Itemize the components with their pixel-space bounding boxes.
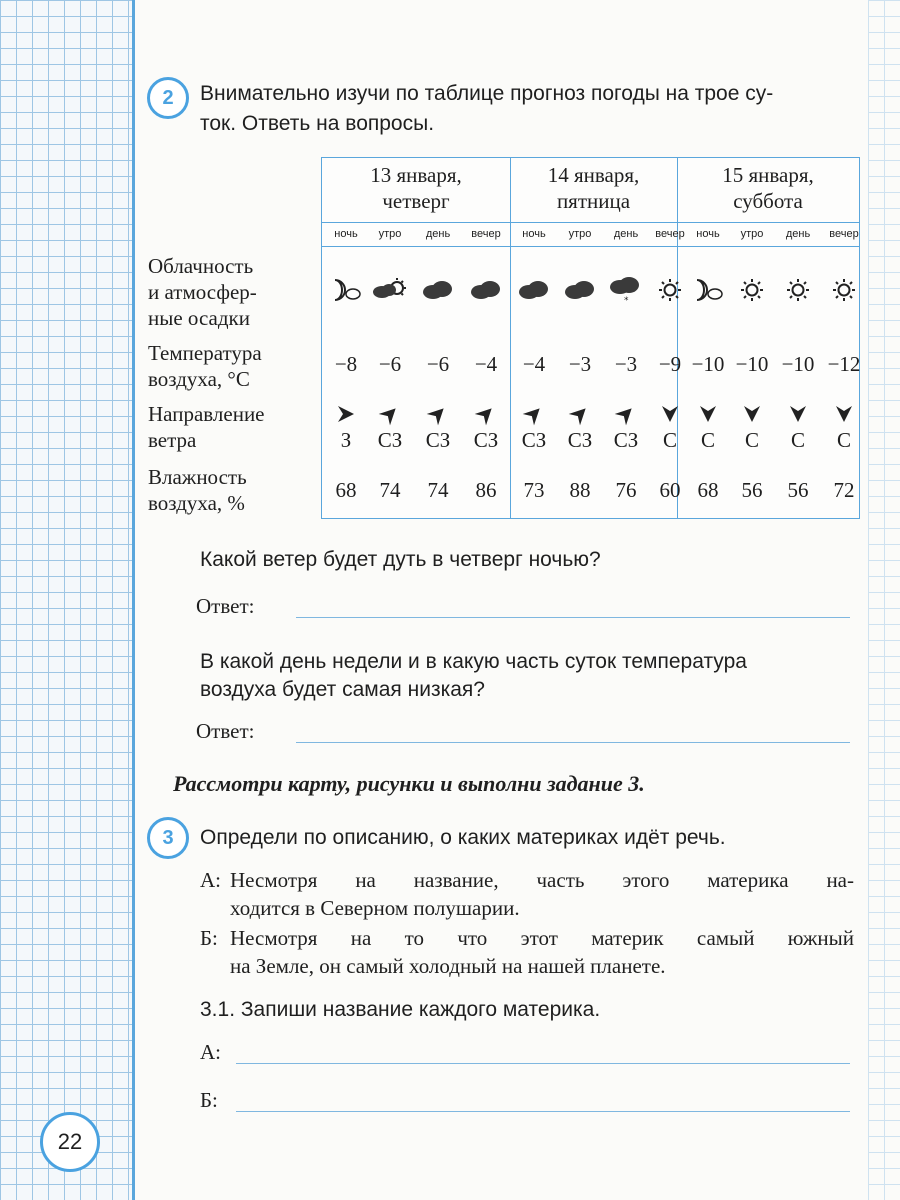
humidity-value: 74 <box>427 478 449 502</box>
wind-arrow-northeast-icon <box>464 402 508 426</box>
wind-arrow-south-icon <box>730 402 774 426</box>
item-b-line-1: Несмотря на то что этот материк самый южный <box>230 926 854 950</box>
temperature-value: −10 <box>781 352 815 376</box>
wind-direction-value: СЗ <box>613 428 639 452</box>
part-of-day-label: ночь <box>696 228 720 240</box>
wind-direction-value: СЗ <box>425 428 451 452</box>
humidity-value: 86 <box>475 478 497 502</box>
part-of-day-label: день <box>785 228 811 240</box>
right-grid <box>868 0 900 1200</box>
answer-a-line[interactable] <box>236 1063 850 1064</box>
cloud-snow-icon <box>604 275 648 305</box>
margin-grid <box>0 0 132 1200</box>
question-1: Какой ветер будет дуть в четверг ночью? <box>200 548 601 571</box>
humidity-value: 72 <box>833 478 855 502</box>
sun-icon <box>822 275 866 305</box>
humidity-label-2: воздуха, % <box>148 491 245 515</box>
question-2-line-1: В какой день недели и в какую часть суток температура <box>200 650 747 673</box>
task-2-badge: 2 <box>147 77 189 119</box>
question-2-line-2: воздуха будет самая низкая? <box>200 678 485 701</box>
temperature-value: −6 <box>378 352 402 376</box>
temperature-value: −4 <box>522 352 546 376</box>
part-of-day-label: день <box>425 228 451 240</box>
item-b-label: Б: <box>200 926 218 950</box>
wind-direction-value: З <box>340 428 352 452</box>
wind-arrow-south-icon <box>776 402 820 426</box>
wind-direction-value: СЗ <box>377 428 403 452</box>
cloud-icon <box>512 275 556 305</box>
task-2-intro-line-1: Внимательно изучи по таблице прогноз погоды на трое су- <box>200 82 774 105</box>
wind-direction-value: С <box>790 428 805 452</box>
cloud-label-2: и атмосфер- <box>148 280 257 304</box>
answer-1-line[interactable] <box>296 617 850 618</box>
day-13-weekday: четверг <box>382 189 450 213</box>
temperature-value: −3 <box>614 352 638 376</box>
parts-divider <box>322 246 859 247</box>
wind-direction-value: С <box>836 428 851 452</box>
humidity-value: 76 <box>615 478 637 502</box>
humidity-label-1: Влажность <box>148 465 247 489</box>
wind-label-2: ветра <box>148 428 197 452</box>
humidity-value: 68 <box>697 478 719 502</box>
part-of-day-label: утро <box>568 228 592 240</box>
part-of-day-label: вечер <box>829 228 859 240</box>
temperature-value: −10 <box>691 352 725 376</box>
cloud-icon <box>416 275 460 305</box>
part-of-day-label: вечер <box>471 228 501 240</box>
answer-2-label: Ответ: <box>196 719 255 743</box>
instruction-task-3: Рассмотри карту, рисунки и выполни задание 3. <box>173 771 645 796</box>
temperature-value: −3 <box>568 352 592 376</box>
wind-arrow-northeast-icon <box>512 402 556 426</box>
day-header-15 <box>677 162 859 214</box>
day-13-date: 13 января, <box>370 163 462 187</box>
wind-direction-value: СЗ <box>473 428 499 452</box>
day-header-13 <box>322 162 510 214</box>
temp-label-1: Температура <box>148 341 262 365</box>
cloud-label-1: Облачность <box>148 254 254 278</box>
wind-arrow-northeast-icon <box>558 402 602 426</box>
temperature-value: −12 <box>827 352 861 376</box>
day-header-14 <box>510 162 677 214</box>
humidity-value: 56 <box>741 478 763 502</box>
humidity-value: 68 <box>335 478 357 502</box>
part-of-day-label: вечер <box>655 228 685 240</box>
margin-line <box>132 0 135 1200</box>
weather-forecast-table <box>321 157 860 519</box>
humidity-value: 74 <box>379 478 401 502</box>
day-15-weekday: суббота <box>733 189 803 213</box>
item-a-label: А: <box>200 868 221 892</box>
wind-direction-value: С <box>662 428 677 452</box>
answer-b-line[interactable] <box>236 1111 850 1112</box>
wind-arrow-northeast-icon <box>604 402 648 426</box>
wind-direction-value: С <box>744 428 759 452</box>
moon-cloud-icon <box>686 275 730 305</box>
wind-arrow-east-icon <box>324 402 368 426</box>
task-3-badge: 3 <box>147 817 189 859</box>
row-label-humidity <box>148 464 247 516</box>
wind-arrow-northeast-icon <box>368 402 412 426</box>
item-a-line-2: ходится в Северном полушарии. <box>230 896 520 920</box>
day-14-weekday: пятница <box>556 189 631 213</box>
wind-arrow-northeast-icon <box>416 402 460 426</box>
humidity-value: 60 <box>659 478 681 502</box>
cloud-icon <box>558 275 602 305</box>
answer-a-label: А: <box>200 1040 221 1064</box>
sun-icon <box>730 275 774 305</box>
header-divider <box>322 222 859 223</box>
moon-cloud-icon <box>324 275 368 305</box>
wind-label-1: Направление <box>148 402 265 426</box>
item-b-line-2: на Земле, он самый холодный на нашей планете. <box>230 954 666 978</box>
row-label-wind <box>148 401 265 453</box>
cloud-icon <box>464 275 508 305</box>
day-14-date: 14 января, <box>547 163 640 187</box>
item-a-line-1: Несмотря на название, часть этого материка на- <box>230 868 854 892</box>
page-number: 22 <box>40 1112 100 1172</box>
answer-1-label: Ответ: <box>196 594 255 618</box>
svg-text:*: * <box>624 296 629 304</box>
row-label-temperature <box>148 340 262 392</box>
row-label-cloudiness <box>148 253 257 331</box>
task-3-intro: Определи по описанию, о каких материках идёт речь. <box>200 826 726 849</box>
wind-direction-value: СЗ <box>567 428 593 452</box>
humidity-value: 88 <box>569 478 591 502</box>
humidity-value: 73 <box>523 478 545 502</box>
temperature-value: −8 <box>334 352 358 376</box>
subtask-3-1: 3.1. Запиши название каждого материка. <box>200 998 601 1021</box>
temperature-value: −10 <box>735 352 769 376</box>
wind-direction-value: С <box>700 428 715 452</box>
part-of-day-label: утро <box>740 228 764 240</box>
humidity-value: 56 <box>787 478 809 502</box>
temp-label-2: воздуха, °С <box>148 367 250 391</box>
temperature-value: −6 <box>426 352 450 376</box>
wind-arrow-south-icon <box>686 402 730 426</box>
answer-2-line[interactable] <box>296 742 850 743</box>
task-2-intro-line-2: ток. Ответь на вопросы. <box>200 112 435 135</box>
part-of-day-label: утро <box>378 228 402 240</box>
sun-icon <box>776 275 820 305</box>
answer-b-label: Б: <box>200 1088 218 1112</box>
part-of-day-label: день <box>613 228 639 240</box>
day-15-date: 15 января, <box>722 163 814 187</box>
part-of-day-label: ночь <box>334 228 358 240</box>
temperature-value: −4 <box>474 352 498 376</box>
cloud-label-3: ные осадки <box>148 306 250 330</box>
wind-arrow-south-icon <box>822 402 866 426</box>
part-of-day-label: ночь <box>522 228 546 240</box>
temperature-value: −9 <box>658 352 682 376</box>
cloud-sun-icon <box>368 275 412 305</box>
wind-direction-value: СЗ <box>521 428 547 452</box>
